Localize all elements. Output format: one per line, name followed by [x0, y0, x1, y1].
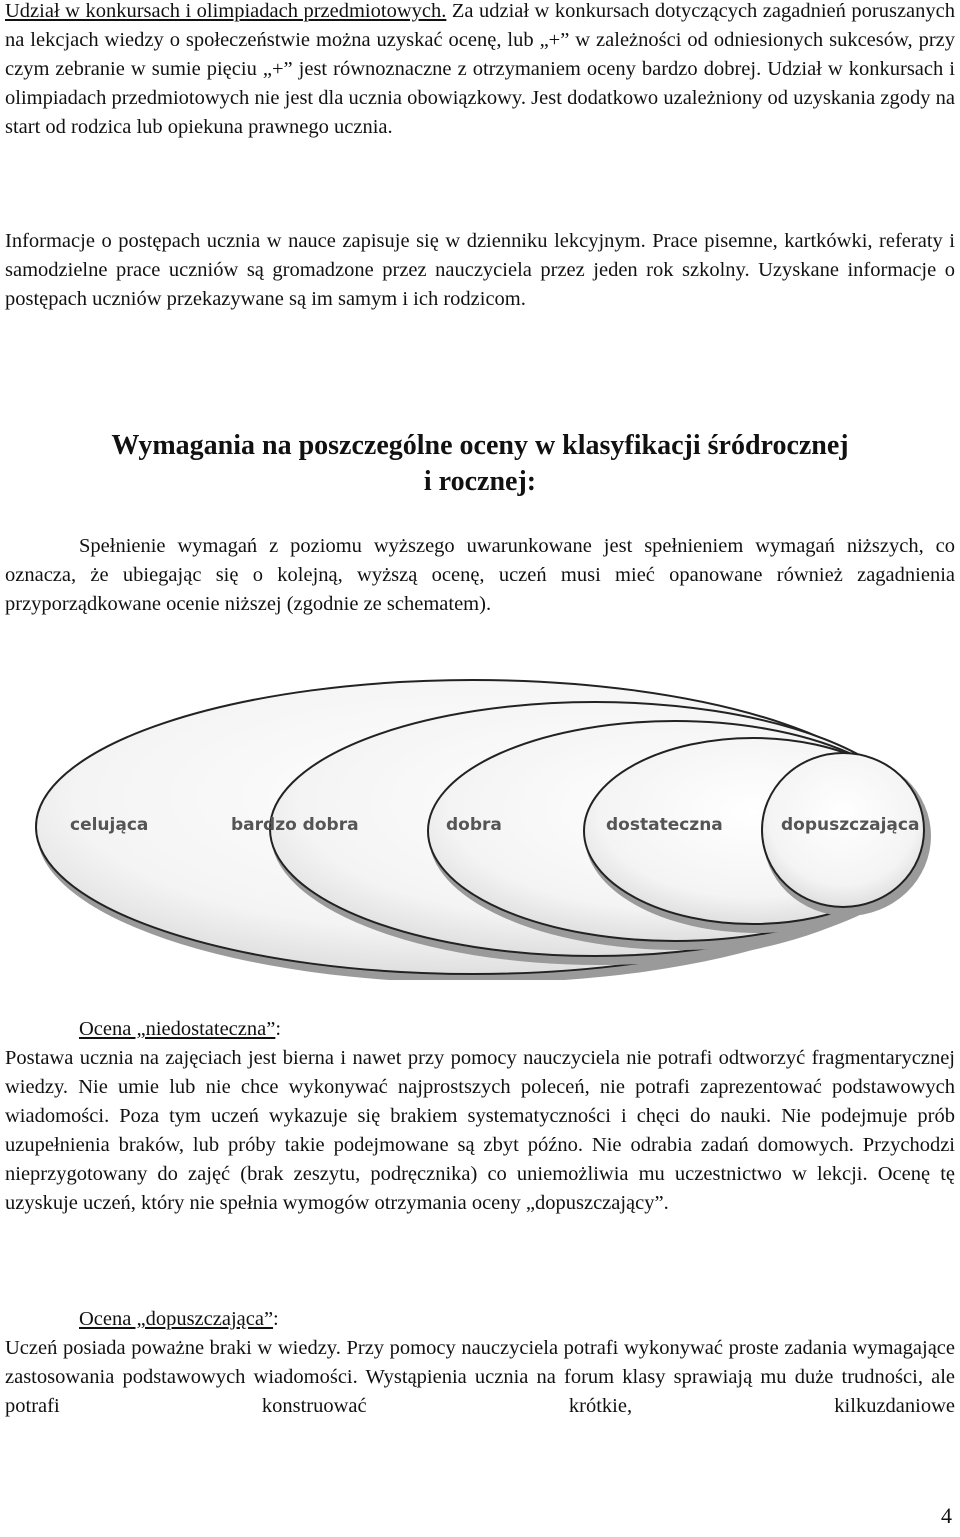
label-dopuszczajaca: dopuszczająca — [781, 815, 920, 835]
section-body-dopuszczajaca: Uczeń posiada poważne braki w wiedzy. Przy pomocy nauczyciela potrafi wykonywać proste zadania wymagające zastosowania podstawowych wiadomości. Wystąpienia ucznia na forum klasy sprawiają mu duże trudności, ale potrafi konstruować krótkie, kilkuzdaniowe — [5, 1337, 955, 1417]
contests-paragraph — [5, 0, 955, 142]
section-title-dopuszczajaca-text: Ocena „dopuszczająca” — [79, 1308, 274, 1330]
section-title-colon: : — [273, 1308, 279, 1330]
grades-nested-ellipses-diagram — [0, 670, 960, 980]
label-celujaca: celująca — [70, 815, 149, 835]
section-title-colon: : — [275, 1018, 282, 1040]
requirements-intro — [5, 532, 955, 619]
requirements-intro-text: Spełnienie wymagań z poziomu wyższego uwarunkowane jest spełnieniem wymagań niższych, co oznacza, że ubiegając się o kolejną, wyższą ocenę, uczeń musi mieć opanowane również zagadnienia przyporządkowane ocenie niższej (zgodnie ze schematem). — [5, 535, 955, 615]
requirements-heading-line2: i rocznej: — [423, 466, 537, 497]
label-dobra: dobra — [446, 815, 502, 835]
label-bardzo-dobra: bardzo dobra — [231, 815, 359, 835]
contests-text: Za udział w konkursach dotyczących zagadnień poruszanych na lekcjach wiedzy o społeczeństwie można uzyskać ocenę, lub „+” w zależności od odniesionych sukcesów, przy czym zebranie w sumie pięciu „+” jest równoznaczne z otrzymaniem oceny bardzo dobrej. Udział w konkursach i olimpiadach przedmiotowych nie jest dla ucznia obowiązkowy. Jest dodatkowo uzależniony od uzyskania zgody na start od rodzica lub opiekuna prawnego ucznia. — [5, 0, 955, 138]
section-title-dopuszczajaca — [79, 1305, 279, 1334]
page-number: 4 — [941, 1503, 952, 1528]
requirements-heading-line1: Wymagania na poszczególne oceny w klasyfikacji śródrocznej — [111, 430, 849, 461]
requirements-heading — [0, 428, 960, 500]
contests-lead: Udział w konkursach i olimpiadach przedmiotowych. — [5, 0, 447, 22]
section-title-niedostateczna — [79, 1015, 281, 1044]
section-title-niedostateczna-text: Ocena „niedostateczna” — [79, 1018, 276, 1040]
label-dostateczna: dostateczna — [606, 815, 723, 835]
section-body-niedostateczna: Postawa ucznia na zajęciach jest bierna i nawet przy pomocy nauczyciela nie potrafi odtworzyć fragmentarycznej wiedzy. Nie umie lub nie chce wykonywać najprostszych poleceń, nie potrafi zaprezentować podstawowych wiadomości. Poza tym uczeń wykazuje się brakiem systematyczności i chęci do nauki. Nie podejmuje prób uzupełnienia braków, lub próby takie podejmowane są zbyt późno. Nie odrabia zadań domowych. Przychodzi nieprzygotowany do zajęć (brak zeszytu, podręcznika) co uniemożliwia mu uczestnictwo w lekcji. Ocenę tę uzyskuje uczeń, który nie spełnia wymogów otrzymania oceny „dopuszczający”. — [5, 1047, 955, 1214]
progress-paragraph: Informacje o postępach ucznia w nauce zapisuje się w dzienniku lekcyjnym. Prace pisemne, kartkówki, referaty i samodzielne prace uczniów są gromadzone przez nauczyciela przez jeden rok szkolny. Uzyskane informacje o postępach uczniów przekazywane są im samym i ich rodzicom. — [5, 230, 955, 310]
